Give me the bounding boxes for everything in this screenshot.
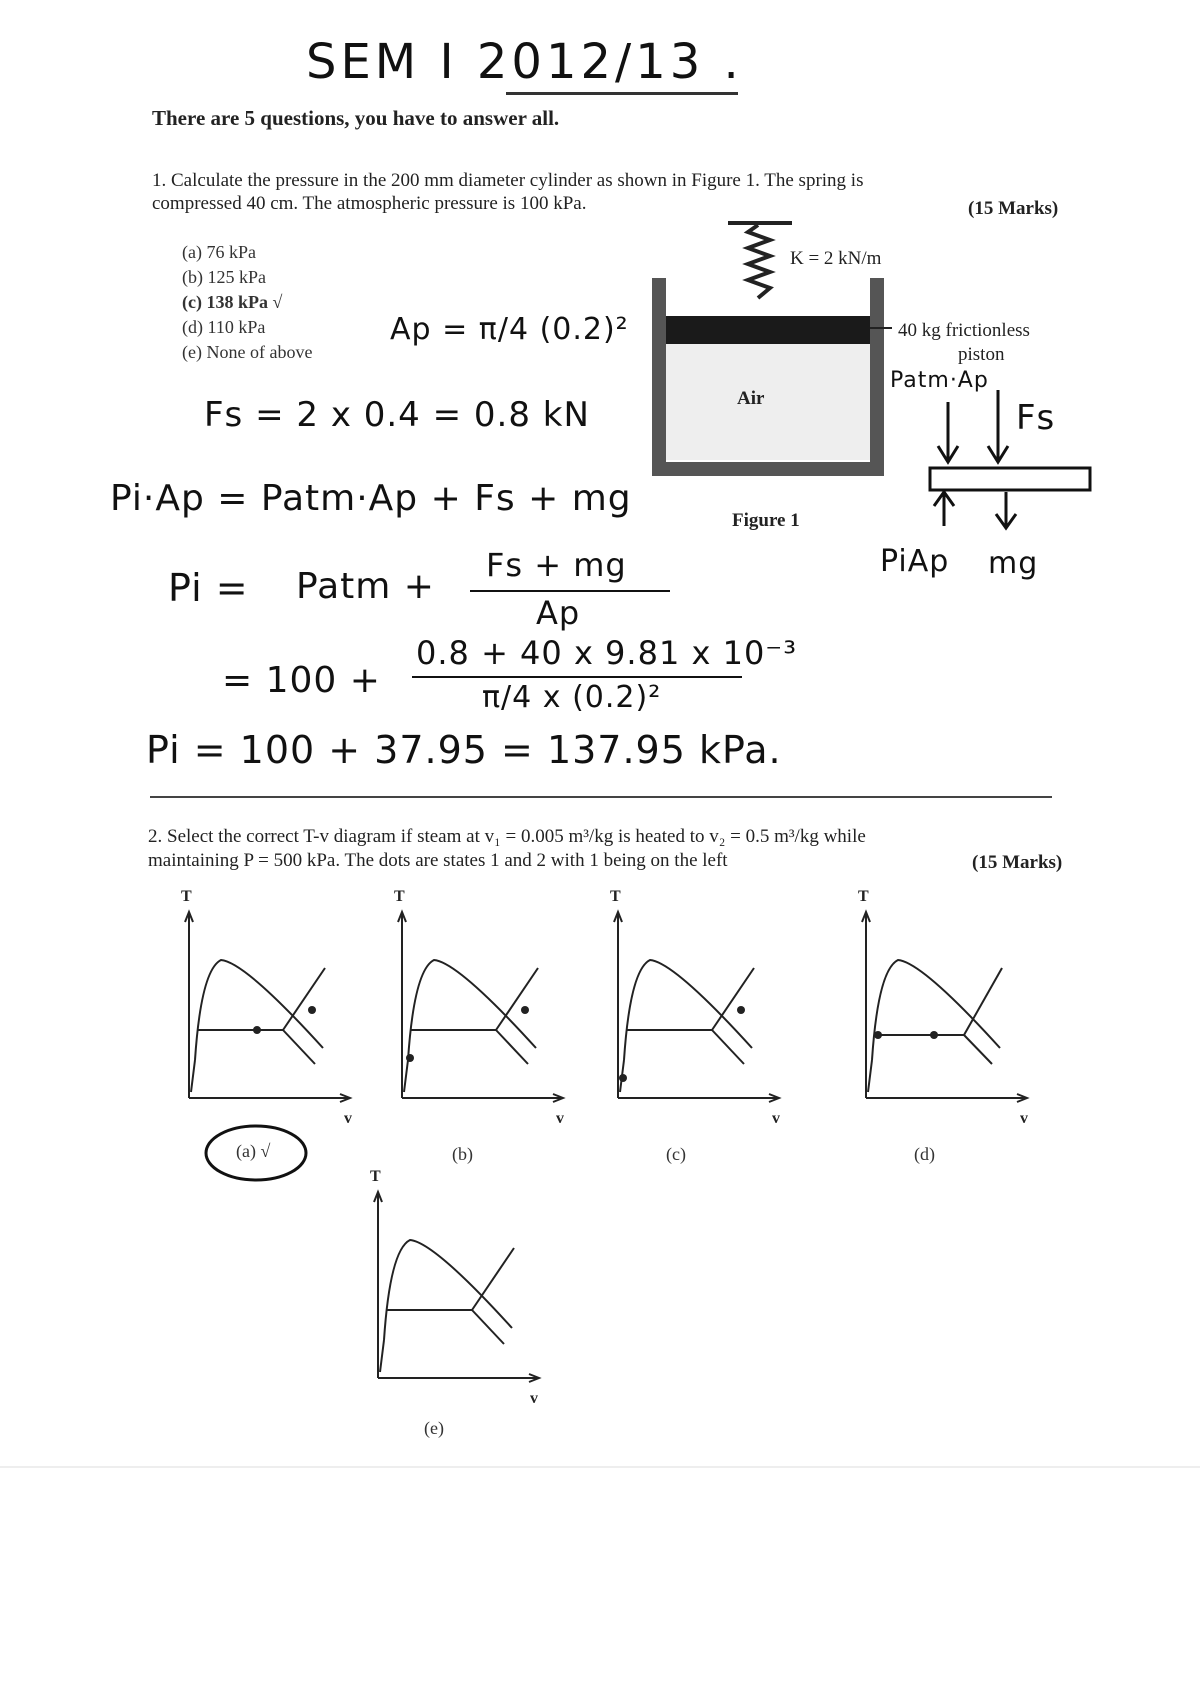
tv-e-t-label: T [370, 1168, 381, 1185]
q1-option-d: (d) 110 kPa [182, 317, 266, 337]
hw-piston-area: Ap = π/4 (0.2)² [390, 312, 629, 347]
q1-option-a: (a) 76 kPa [182, 242, 256, 262]
instructions: There are 5 questions, you have to answer all. [152, 106, 560, 130]
q1-text-line2: compressed 40 cm. The atmospheric pressure is 100 kPa. [152, 193, 587, 214]
q2-text-line2: maintaining P = 500 kPa. The dots are states 1 and 2 with 1 being on the left [148, 850, 728, 871]
fbd-mg-label: mg [988, 546, 1039, 581]
fbd-fs-label: Fs [1016, 398, 1056, 438]
hw-substitution-numerator: 0.8 + 40 x 9.81 x 10⁻³ [416, 634, 798, 672]
tv-d-v-label: v [1020, 1110, 1028, 1127]
tv-c-v-label: v [772, 1110, 780, 1127]
q1-options [182, 240, 312, 365]
page-title: SEM I 2012/13 . [306, 34, 743, 90]
tv-diagram-c [614, 910, 789, 1110]
tv-b-t-label: T [394, 888, 405, 905]
q1-marks: (15 Marks) [968, 198, 1059, 219]
hw-pi-lhs: Pi = [168, 566, 249, 610]
piston [666, 316, 870, 344]
q2-marks: (15 Marks) [972, 852, 1063, 873]
hw-result: Pi = 100 + 37.95 = 137.95 kPa. [146, 728, 782, 772]
hw-spring-force: Fs = 2 x 0.4 = 0.8 kN [204, 395, 590, 435]
q1-option-c: (c) 138 kPa √ [182, 292, 283, 312]
scan-edge-line [0, 1466, 1200, 1468]
figure1-caption: Figure 1 [732, 510, 800, 531]
q1-text-line1: 1. Calculate the pressure in the 200 mm diameter cylinder as shown in Figure 1. The spring is [152, 170, 864, 191]
title-underline [506, 92, 738, 95]
q1-divider [150, 796, 1052, 798]
tv-diagram-e [374, 1190, 549, 1390]
hw-pi-denominator: Ap [536, 594, 581, 632]
tv-d-t-label: T [858, 888, 869, 905]
hw-pi-fraction-bar [470, 590, 670, 592]
air-label: Air [737, 388, 765, 409]
tv-option-c-label: (c) [666, 1144, 686, 1164]
hw-pi-patm: Patm + [296, 566, 435, 607]
fbd-piap-label: PiAp [880, 544, 950, 579]
tv-diagram-b [398, 910, 573, 1110]
tv-b-v-label: v [556, 1110, 564, 1127]
tv-option-d-label: (d) [914, 1144, 935, 1164]
fbd-patm-label: Patm·Ap [890, 368, 989, 393]
hw-force-balance: Pi·Ap = Patm·Ap + Fs + mg [110, 478, 632, 519]
tv-option-b-label: (b) [452, 1144, 473, 1164]
piston-label-1: 40 kg frictionless [898, 320, 1030, 341]
q2-text-line1: 2. Select the correct T-v diagram if steam at v₁ = 0.005 m³/kg is heated to v₂ = 0.5 m³/kg while [148, 826, 866, 847]
spring-constant-label: K = 2 kN/m [790, 248, 882, 269]
tv-c-t-label: T [610, 888, 621, 905]
tv-diagram-d [862, 910, 1037, 1110]
free-body-diagram [920, 380, 1090, 540]
piston-label-2: piston [958, 344, 1005, 365]
tv-e-v-label: v [530, 1390, 538, 1407]
tv-a-v-label: v [344, 1110, 352, 1127]
q1-option-b: (b) 125 kPa [182, 267, 266, 287]
tv-diagram-a [185, 910, 360, 1110]
q1-option-e: (e) None of above [182, 342, 313, 362]
tv-a-t-label: T [181, 888, 192, 905]
tv-option-a-label: (a) √ [236, 1141, 271, 1161]
hw-substitution-denominator: π/4 x (0.2)² [482, 680, 662, 715]
hw-substitution-fraction-bar [412, 676, 742, 678]
spring-icon [728, 223, 792, 298]
hw-substitution-lhs: = 100 + [222, 660, 381, 701]
hw-pi-numerator: Fs + mg [486, 546, 627, 584]
tv-option-e-label: (e) [424, 1418, 444, 1438]
